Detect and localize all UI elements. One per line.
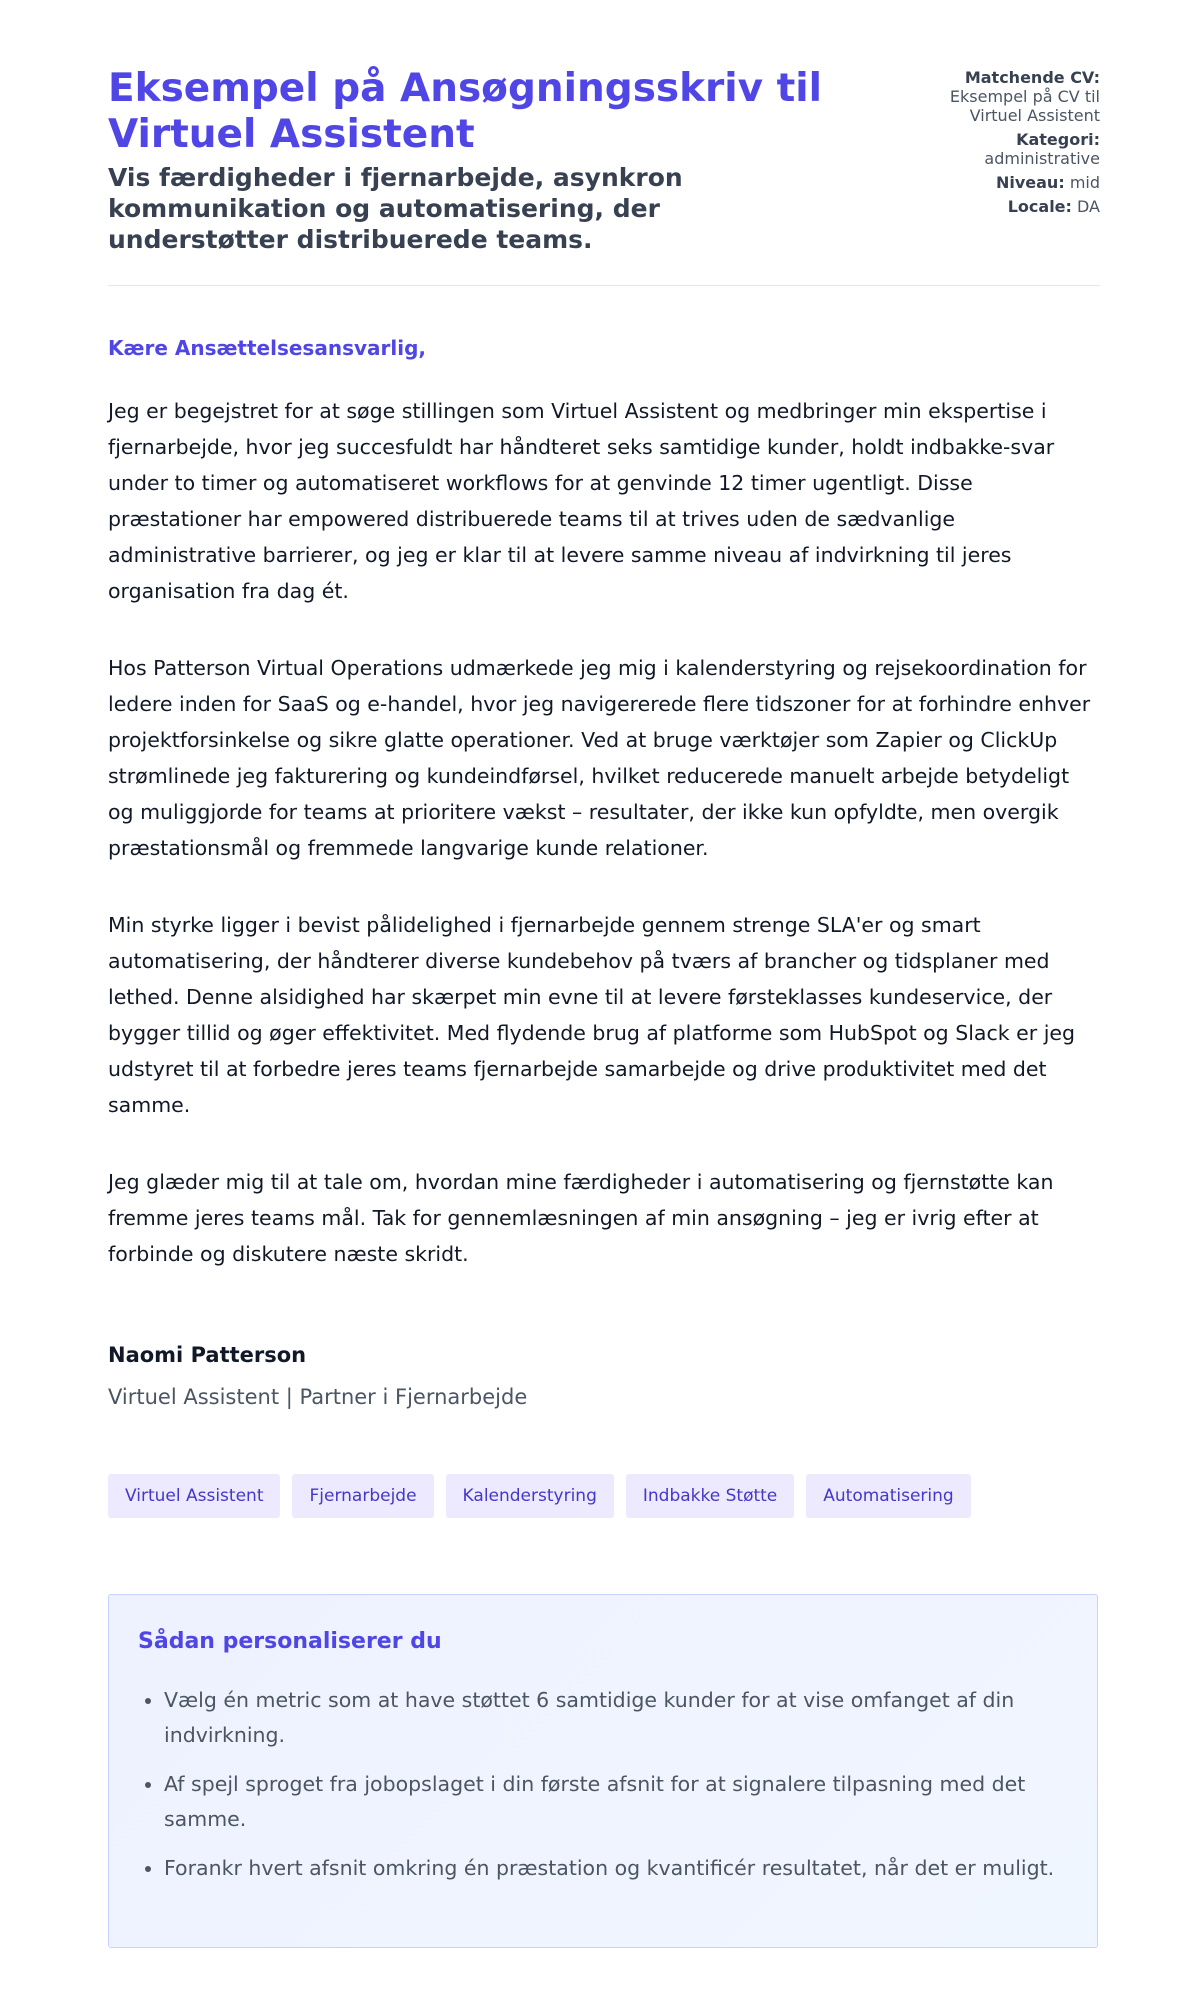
meta-category-value: administrative xyxy=(984,149,1100,168)
tag-kalenderstyring[interactable]: Kalenderstyring xyxy=(446,1474,614,1518)
letter-paragraph: Min styrke ligger i bevist pålidelighed i fjernarbejde gennem strenge SLA'er og smart automatisering, der håndterer diverse kundebehov på tværs af brancher og tidsplaner med lethed. Denne alsidighed har skærpet min evne til at levere førsteklasses kundeservice, der bygger tillid og øger effektivitet. Med flydende brug af platforme som HubSpot og Slack er jeg udstyret til at forbedre jeres teams fjernarbejde samarbejde og drive produktivitet med det samme. xyxy=(108,913,1076,1117)
letter-paragraph: Hos Patterson Virtual Operations udmærkede jeg mig i kalenderstyring og rejsekoordination for ledere inden for SaaS og e-handel, hvor jeg navigererede flere tidszoner for at forhindre enhver projektforsinkelse og sikre glatte operationer. Ved at bruge værktøjer som Zapier og ClickUp strømlinede jeg fakturering og kundeindførsel, hvilket reducerede manuelt arbejde betydeligt og muliggjorde for teams at prioritere vækst – resultater, der ikke kun opfyldte, men overgik præstationsmål og fremmede langvarige kunde relationer. xyxy=(108,656,1091,860)
tag-list xyxy=(108,1474,971,1518)
page-subtitle: Vis færdigheder i fjernarbejde, asynkron kommunikation og automatisering, der understøtter distribuerede teams. xyxy=(108,163,683,254)
tag-indbakke-stotte[interactable]: Indbakke Støtte xyxy=(626,1474,794,1518)
meta-locale-label: Locale: xyxy=(1007,197,1072,216)
letter-body xyxy=(108,393,1100,1313)
meta-level-label: Niveau: xyxy=(995,173,1065,192)
tag-virtuel-assistent[interactable]: Virtuel Assistent xyxy=(108,1474,280,1518)
meta-category xyxy=(900,130,1100,168)
tag-fjernarbejde[interactable]: Fjernarbejde xyxy=(292,1474,433,1518)
letter-paragraph: Jeg glæder mig til at tale om, hvordan mine færdigheder i automatisering og fjernstøtte kan fremme jeres teams mål. Tak for gennemlæsningen af min ansøgning – jeg er ivrig efter at forbinde og diskutere næste skridt. xyxy=(108,1170,1054,1266)
meta-panel xyxy=(900,66,1100,255)
meta-level xyxy=(900,173,1100,192)
page-title: Eksempel på Ansøgningsskriv til Virtuel Assistent xyxy=(108,66,823,157)
meta-cv-label: Matchende CV: xyxy=(964,68,1100,87)
header xyxy=(108,66,1100,255)
meta-level-value: mid xyxy=(1069,173,1100,192)
tip-item: • Forankr hvert afsnit omkring én præstation og kvantificér resultatet, når det er muligt. xyxy=(164,1851,1094,1886)
title-block xyxy=(108,66,888,255)
tips-list xyxy=(138,1683,1094,1900)
meta-locale xyxy=(900,197,1100,216)
letter-paragraph: Jeg er begejstret for at søge stillingen som Virtuel Assistent og medbringer min ekspertise i fjernarbejde, hvor jeg succesfuldt har håndteret seks samtidige kunder, holdt indbakke-svar under to timer og automatiseret workflows for at genvinde 12 timer ugentligt. Disse præstationer har empowered distribuerede teams til at trives uden de sædvanlige administrative barrierer, og jeg er klar til at levere samme niveau af indvirkning til jeres organisation fra dag ét. xyxy=(108,399,1055,603)
tip-item: • Af spejl sproget fra jobopslaget i din første afsnit for at signalere tilpasning med det samme. xyxy=(164,1767,1094,1837)
tips-title: Sådan personaliserer du xyxy=(138,1629,442,1654)
signature-title: Virtuel Assistent | Partner i Fjernarbejde xyxy=(108,1385,528,1409)
tip-item: • Vælg én metric som at have støttet 6 samtidige kunder for at vise omfanget af din indvirkning. xyxy=(164,1683,1094,1753)
meta-locale-value: DA xyxy=(1077,197,1100,216)
meta-category-label: Kategori: xyxy=(1016,130,1100,149)
meta-cv xyxy=(900,68,1100,125)
personalization-tips-box xyxy=(108,1594,1098,1948)
signature-name: Naomi Patterson xyxy=(108,1343,307,1367)
meta-cv-value[interactable]: Eksempel på CV til Virtuel Assistent xyxy=(949,87,1100,125)
letter-greeting: Kære Ansættelsesansvarlig, xyxy=(108,336,426,360)
header-divider xyxy=(108,285,1100,286)
tag-automatisering[interactable]: Automatisering xyxy=(806,1474,970,1518)
